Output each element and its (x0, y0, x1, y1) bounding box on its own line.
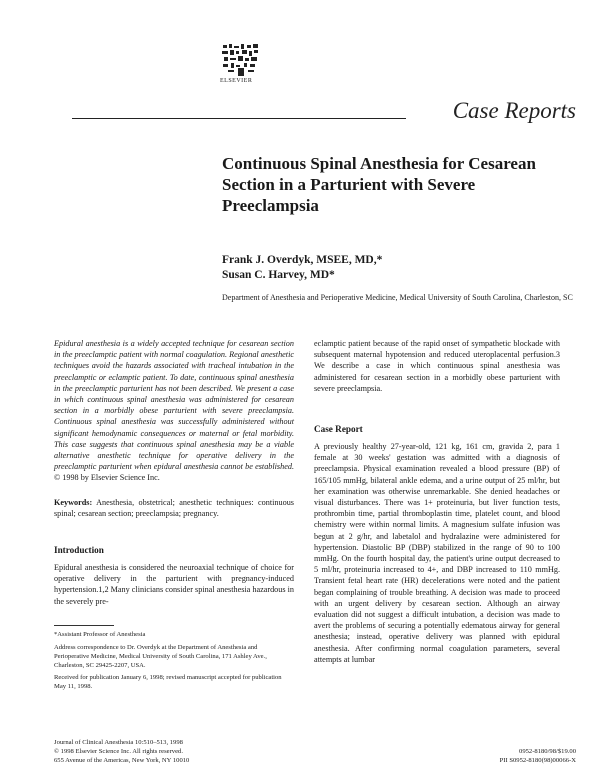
right-column-paragraph: eclamptic patient because of the rapid onset of sympathetic blockade with subsequent maternal hypotension and reduced uteroplacental perfusion.3 We describe a case in which continuous spinal anesthesia was administered for cesarean section in a morbidly obese parturient with severe preeclampsia. (314, 339, 560, 393)
elsevier-tree-logo-icon (220, 42, 262, 78)
journal-line-3: 655 Avenue of the Americas, New York, NY 10010 (54, 757, 190, 764)
case-report-heading: Case Report (314, 424, 363, 434)
abstract-copyright: © 1998 by Elsevier Science Inc. (54, 473, 160, 483)
footnote-received: Received for publication January 6, 1998; revised manuscript accepted for publication May 11, 1998. (54, 674, 282, 690)
issn-price: 0952-8180/98/$19.00 (519, 748, 576, 755)
journal-line-2: © 1998 Elsevier Science Inc. All rights reserved. (54, 748, 183, 755)
publisher-name: ELSEVIER (220, 78, 253, 84)
journal-line-1: Journal of Clinical Anesthesia 10:510–513, 1998 (54, 739, 183, 746)
footnote-author-title: *Assistant Professor of Anesthesia (54, 631, 146, 638)
article-codes (500, 747, 576, 765)
affiliation: Department of Anesthesia and Perioperative Medicine, Medical University of South Carolina, Charleston, SC (222, 293, 573, 302)
section-label: Case Reports (452, 98, 576, 123)
abstract (54, 338, 294, 484)
pii-code: PII S0952-8180(98)00066-X (499, 757, 576, 764)
footnote-correspondence: Address correspondence to Dr. Overdyk at the Department of Anesthesia and Perioperative Medicine, Medical University of South Carolina, 171 Ashley Ave., Charleston, SC 29425-2207, USA. (54, 644, 267, 669)
footnote-rule (54, 625, 114, 626)
author-harvey: Susan C. Harvey, MD* (222, 269, 335, 281)
publisher-logo (220, 42, 262, 78)
article-title: Continuous Spinal Anesthesia for Cesarean Section in a Parturient with Severe Preeclampsia (222, 154, 536, 215)
author-list (222, 253, 382, 283)
abstract-text: Epidural anesthesia is a widely accepted technique for cesarean section in the preeclamptic patient with normal coagulation. Regional anesthetic techniques avoid the hazards associated with tracheal intubation in the preeclamptic or eclamptic patient. To date, continuous spinal anesthesia in the preeclamptic parturient has not been described. We present a case in which continuous spinal anesthesia was administered for cesarean section in a morbidly obese parturient with severe preeclampsia. Continuous spinal anesthesia was successfully administered without significant hemodynamic consequences or maternal or fetal morbidity. This case suggests that continuous spinal anesthesia may be a viable alternative anesthetic technique for operative delivery in the preeclamptic parturient when epidural anesthesia cannot be established. (54, 339, 294, 472)
author-overdyk: Frank J. Overdyk, MSEE, MD,* (222, 254, 383, 266)
case-report-text: A previously healthy 27-year-old, 121 kg, 161 cm, gravida 2, para 1 female at 30 weeks' gestation was admitted with a diagnosis of preeclampsia. Physical examination revealed a blood pressure (BP) of 165/105 mmHg, bilateral ankle edema, and a urine output of 25 ml/hr, but her examination was otherwise unremarkable. She denied headaches or visual disturbances. There was 1+ proteinuria, but liver function tests, prothrombin time, partial thromboplastin time, platelet count, and blood chemistry were within normal limits. A magnesium sulfate infusion was begun at 2 g/hr, and labetalol and hydralazine were administered for hypertension. Diastolic BP (DBP) stabilized in the range of 90 to 100 mmHg. On the fourth hospital day, the patient's urine output decreased to 5 ml/hr, proteinuria increased to 4+, and DBP increased to 110 mmHg. Transient fetal heart rate (HR) decelerations were noted and the patient began complaining of trouble breathing. A decision was made to proceed with an urgent delivery by cesarean section. Although an airway evaluation did not suggest a difficult intubation, a decision was made to avert the problems of securing a potentially edematous airway for general anesthesia; instead, operative delivery was planned with epidural anesthesia. After confirming normal coagulation parameters, several attempts at lumbar (314, 442, 560, 664)
introduction-text: Epidural anesthesia is considered the neuroaxial technique of choice for operative delivery in the parturient with pregnancy-induced hypertension.1,2 Many clinicians consider spinal anesthesia hazardous in the severely pre- (54, 563, 294, 606)
introduction-heading: Introduction (54, 545, 104, 555)
journal-citation (54, 738, 189, 765)
keywords-text: Anesthesia, obstetrical; anesthetic techniques: continuous spinal; cesarean section; preeclampsia; pregnancy. (54, 498, 294, 519)
keywords-label: Keywords: (54, 498, 93, 507)
section-rule (72, 118, 406, 119)
keywords (54, 497, 294, 519)
